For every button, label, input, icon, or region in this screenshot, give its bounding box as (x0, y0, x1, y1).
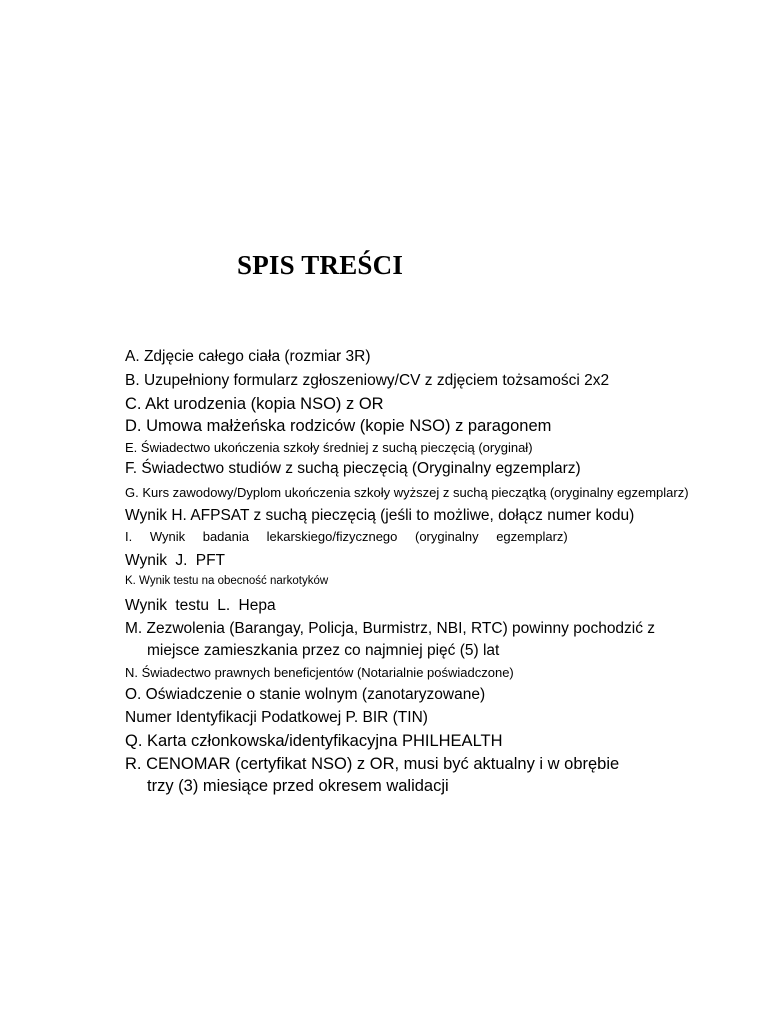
list-item-g: G. Kurs zawodowy/Dyplom ukończenia szkoły wyższej z suchą pieczątką (oryginalny egzemplarz) (125, 485, 689, 500)
list-item-o: O. Oświadczenie o stanie wolnym (zanotaryzowane) (125, 686, 486, 703)
list-item-c: C. Akt urodzenia (kopia NSO) z OR (125, 395, 384, 413)
list-item-j: Wynik J. PFT (125, 552, 226, 569)
list-item-i: I. Wynik badania lekarskiego/fizycznego (oryginalny egzemplarz) (125, 529, 568, 544)
list-item-b: B. Uzupełniony formularz zgłoszeniowy/CV z zdjęciem tożsamości 2x2 (125, 372, 610, 389)
list-item-m-continued: miejsce zamieszkania przez co najmniej pięć (5) lat (147, 642, 500, 659)
list-item-p: Numer Identyfikacji Podatkowej P. BIR (TIN) (125, 709, 428, 726)
list-item-h: Wynik H. AFPSAT z suchą pieczęcią (jeśli to możliwe, dołącz numer kodu) (125, 507, 635, 524)
list-item-q: Q. Karta członkowska/identyfikacyjna PHILHEALTH (125, 732, 503, 750)
list-item-k: K. Wynik testu na obecność narkotyków (125, 575, 329, 587)
list-item-a: A. Zdjęcie całego ciała (rozmiar 3R) (125, 348, 371, 365)
page-title: SPIS TREŚCI (237, 250, 404, 280)
list-item-r: R. CENOMAR (certyfikat NSO) z OR, musi być aktualny i w obrębie (125, 755, 620, 773)
list-item-f: F. Świadectwo studiów z suchą pieczęcią (Oryginalny egzemplarz) (125, 460, 581, 477)
list-item-l: Wynik testu L. Hepa (125, 597, 276, 614)
list-item-m: M. Zezwolenia (Barangay, Policja, Burmistrz, NBI, RTC) powinny pochodzić z (125, 620, 656, 637)
list-item-d: D. Umowa małżeńska rodziców (kopie NSO) z paragonem (125, 417, 552, 435)
list-item-n: N. Świadectwo prawnych beneficjentów (Notarialnie poświadczone) (125, 665, 514, 680)
list-item-e: E. Świadectwo ukończenia szkoły średniej z suchą pieczęcią (oryginał) (125, 440, 533, 455)
list-item-r-continued: trzy (3) miesiące przed okresem walidacji (147, 777, 449, 795)
